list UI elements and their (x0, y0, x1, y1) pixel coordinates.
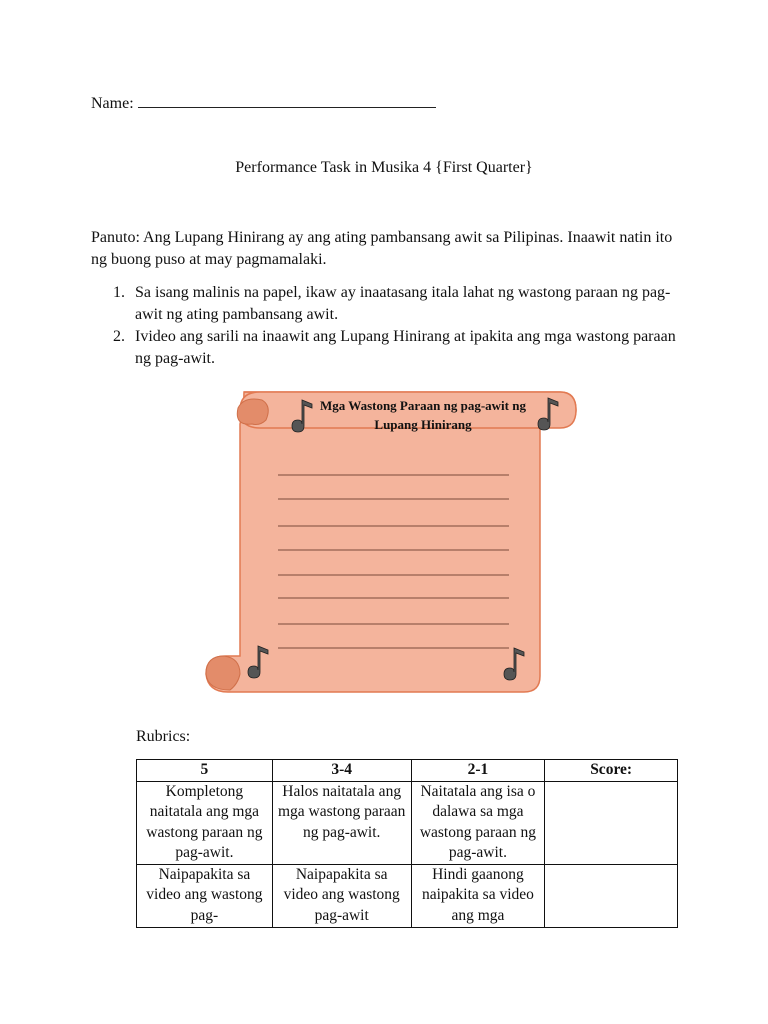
instruction-number: 1. (113, 284, 125, 301)
rubric-row (137, 781, 678, 864)
scroll-title: Mga Wastong Paraan ng pag-awit ng Lupang Hinirang (320, 398, 526, 432)
rubric-header-cell: 3-4 (272, 760, 411, 782)
instruction-text: Ivideo ang sarili na inaawit ang Lupang Hinirang at ipakita ang mga wastong paraan ng pag-awit. (135, 328, 676, 367)
page-title: Performance Task in Musika 4 {First Quarter} (235, 159, 533, 176)
rubric-score-cell[interactable] (549, 865, 673, 927)
instruction-item (91, 282, 691, 326)
rubric-cell: Naitatala ang isa o dalawa sa mga wastong paraan ng pag-awit. (411, 781, 545, 864)
instruction-text: Sa isang malinis na papel, ikaw ay inaatasang itala lahat ng wastong paraan ng pag-awit ng ating pambansang awit. (135, 284, 671, 323)
rubric-score-cell[interactable] (545, 781, 678, 864)
scroll-top-roll (237, 399, 268, 425)
instruction-item (91, 326, 691, 370)
name-blank-line[interactable] (138, 93, 436, 108)
rubric-cell: Hindi gaanong naipakita sa video ang mga (421, 865, 534, 924)
rubric-table (136, 759, 678, 928)
directions-paragraph: Panuto: Ang Lupang Hinirang ay ang ating pambansang awit sa Pilipinas. Inaawit natin ito ng buong puso at may pagmamalaki. (91, 229, 673, 268)
rubric-header-row (137, 760, 678, 782)
rubric-row (137, 864, 678, 927)
instruction-list (91, 282, 691, 370)
rubric-header-cell: 5 (137, 760, 273, 782)
rubrics-label: Rubrics: (136, 728, 191, 745)
name-label: Name: (91, 95, 134, 112)
rubric-cell: Naipapakita sa video ang wastong pag-awit (283, 865, 400, 924)
rubric-cell: Naipapakita sa video ang wastong pag- (146, 865, 263, 924)
rubric-cell: Halos naitatala ang mga wastong paraan ng pag-awit. (272, 781, 411, 864)
scroll-bottom-roll (206, 656, 240, 690)
instruction-number: 2. (113, 328, 125, 345)
rubric-header-cell: Score: (545, 760, 678, 782)
name-field (91, 93, 436, 113)
rubric-cell: Kompletong naitatala ang mga wastong paraan ng pag-awit. (137, 781, 273, 864)
rubric-header-cell: 2-1 (411, 760, 545, 782)
